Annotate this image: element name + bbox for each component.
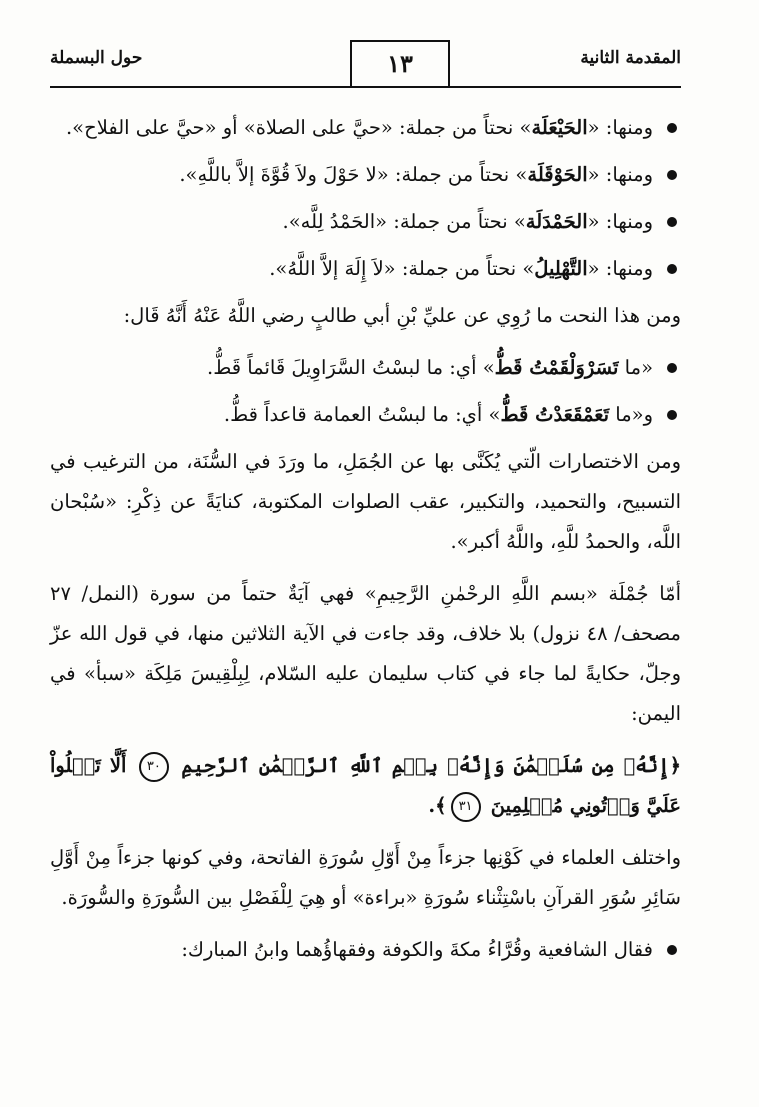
chapter-title: المقدمة الثانية (580, 48, 681, 68)
paragraph: واختلف العلماء في كَوْنِها جزءاً مِنْ أَوّلِ سُورَةِ الفاتحة، وفي كونها جزءاً مِنْ أَوَّلِ سَائِرِ سُوَرِ القرآنِ باسْتِثْناء سُورَةِ «براءة» أو هِيَ لِلْفَصْلِ بين السُّورَةِ والسُّورَة. (50, 846, 681, 909)
bullet-item: «ما تَسَرْوَلْقَمْتُ قَطُّ» أي: ما لبسْتُ السَّرَاوِيلَ قَائماً قَطُّ. (50, 348, 681, 388)
bullet-icon (667, 123, 677, 133)
term: الحَوْقَلَة (527, 163, 588, 186)
bullet-icon (667, 217, 677, 227)
term: التَّهْلِيلُ (534, 257, 588, 280)
bullet-icon (667, 264, 677, 274)
quran-verse: ﴿إِنَّهُۥ مِن سُلَيۡمَٰنَ وَإِنَّهُۥ بِسۡمِ ٱللَّهِ ٱلرَّحۡمَٰنِ ٱلرَّحِيمِ ٣٠ أَلَّا تَعۡلُواْ عَلَيَّ وَأۡتُونِي مُسۡلِمِينَ ٣١﴾. (50, 746, 681, 826)
bullet-icon (667, 410, 677, 420)
bullet-item: ومنها: «الحَوْقَلَة» نحتاً من جملة: «لا حَوْلَ ولاَ قُوَّةَ إلاَّ باللَّهِ». (50, 155, 681, 195)
bullet-item: فقال الشافعية وقُرَّاءُ مكةَ والكوفة وفقهاؤُهما وابنُ المبارك: (50, 930, 681, 970)
term: تَعَمْقَعَدْتُ قَطُّ (500, 403, 610, 426)
paragraph: ومن الاختصارات الّتي يُكَنَّى بها عن الجُمَلِ، ما ورَدَ في السُّنَة، من الترغيب في التسبيح، والتحميد، والتكبير، عقب الصلوات المكتوبة، كنايَةً عن ذِكْرِ: «سُبْحان اللَّه، والحمدُ للَّهِ، واللَّهُ أكبر». (50, 450, 681, 553)
term: الحَيْعَلَة (531, 116, 588, 139)
bullet-icon (667, 363, 677, 373)
bullet-icon (667, 945, 677, 955)
bullet-item: و«ما تَعَمْقَعَدْتُ قَطُّ» أي: ما لبسْتُ العمامة قاعداً قطُّ. (50, 395, 681, 435)
term: الحَمْدَلَة (525, 210, 588, 233)
bullet-item: ومنها: «الحَمْدَلَة» نحتاً من جملة: «الحَمْدُ لِلَّه». (50, 202, 681, 242)
ayah-number-icon: ٣٠ (139, 752, 169, 782)
paragraph: ومن هذا النحت ما رُوِي عن عليِّ بْنِ أبي طالبٍ رضي اللَّهُ عَنْهُ أَنَّهُ قَال: (123, 304, 681, 327)
page-body (50, 108, 681, 977)
page-number: ١٣ (350, 40, 450, 86)
paragraph: أمّا جُمْلَة «بسم اللَّهِ الرحْمٰنِ الرَّحِيمِ» فهي آيَةٌ حتماً من سورة (النمل/ ٢٧ مصحف/ ٤٨ نزول) بلا خلاف، وقد جاءت في الآية الثلاثين منها، في قول الله عزّ وجلّ، حكايةً لما جاء في كتاب سليمان عليه السّلام، لِبِلْقِيسَ مَلِكَة «سبأ» في اليمن: (50, 582, 681, 725)
bullet-item: ومنها: «التَّهْلِيلُ» نحتاً من جملة: «لاَ إِلَهَ إلاَّ اللَّهُ». (50, 249, 681, 289)
section-title: حول البسملة (50, 48, 143, 68)
page-header (50, 40, 681, 88)
ayah-number-icon: ٣١ (451, 792, 481, 822)
bullet-icon (667, 170, 677, 180)
term: تَسَرْوَلْقَمْتُ قَطُّ (494, 356, 619, 379)
bullet-item: ومنها: «الحَيْعَلَة» نحتاً من جملة: «حيَّ على الصلاة» أو «حيَّ على الفلاح». (50, 108, 681, 148)
